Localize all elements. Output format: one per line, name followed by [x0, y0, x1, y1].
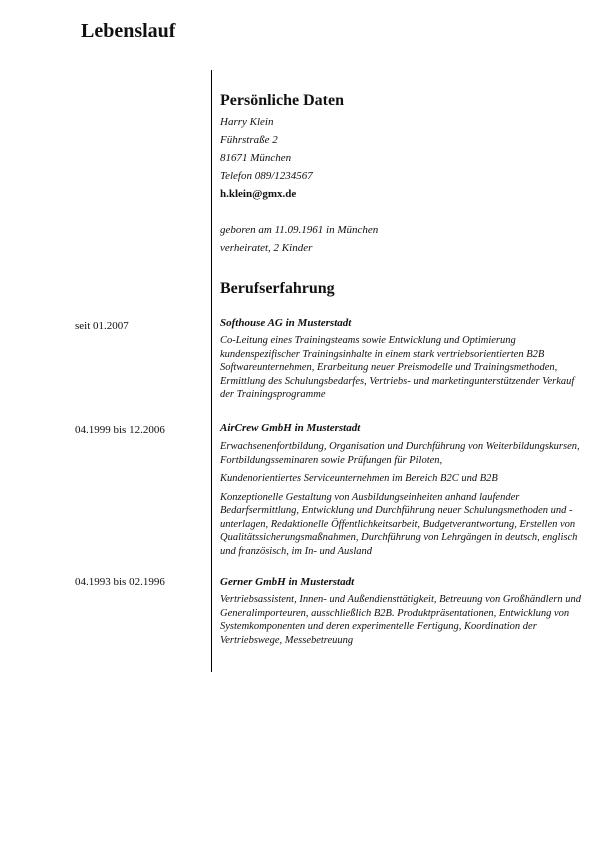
entry-description: [220, 334, 590, 407]
entry-date: 04.1999 bis 12.2006: [75, 424, 165, 436]
page-title: Lebenslauf: [81, 20, 176, 42]
personal-birth: geboren am 11.09.1961 in München: [220, 224, 379, 236]
entry-paragraph: Vertriebsassistent, Innen- und Außendiensttätigkeit, Betreuung von Großhändlern und Generalimporteuren, ausschließlich B2B. Produktpräsentationen, Entwicklung von Systemkomponenten und deren experimentelle Fertigung, Koordination der Vertriebswege, Messebetreuung: [220, 594, 581, 646]
entry-company: AirCrew GmbH in Musterstadt: [220, 422, 361, 434]
entry-date: 04.1993 bis 02.1996: [75, 576, 165, 588]
entry-paragraph: Erwachsenenfortbildung, Organisation und Durchführung von Weiterbildungskursen, Fortbildungsseminaren sowie Prüfungen für Piloten,: [220, 441, 580, 466]
entry-description: [220, 593, 590, 652]
personal-street: Führstraße 2: [220, 134, 278, 146]
personal-city: 81671 München: [220, 152, 292, 164]
entry-paragraph: Co-Leitung eines Trainingsteams sowie Entwicklung und Optimierung kundenspezifischer Trainingsinhalte in einem stark vertriebsorientierten B2B Softwareunternehmen, Erarbeitung neuer Preismodelle und Trainingsmethoden, Ermittlung des Schulungsbedarfes, Vertriebs- und marketingunterstützender Verkauf der Trainingsprogramme: [220, 335, 575, 400]
personal-email: h.klein@gmx.de: [220, 188, 297, 200]
personal-family: verheiratet, 2 Kinder: [220, 242, 313, 254]
section-heading-experience: Berufserfahrung: [220, 280, 335, 297]
personal-name: Harry Klein: [220, 116, 274, 128]
entry-description: [220, 440, 590, 563]
entry-paragraph: Konzeptionelle Gestaltung von Ausbildungseinheiten anhand laufender Bedarfsermittlung, Entwicklung und Durchführung neuer Schulungsmethoden und -unterlagen, Redaktionelle Öffentlichkeitsarbeit, Budgetverantwortung, Erstellen von Qualitätssicherungsmaßnahmen, Durchführung von Lehrgängen in deutsch, englisch und französisch, im In- und Ausland: [220, 491, 578, 557]
section-heading-personal: Persönliche Daten: [220, 92, 344, 109]
personal-phone: Telefon 089/1234567: [220, 170, 313, 182]
entry-company: Gerner GmbH in Musterstadt: [220, 576, 355, 588]
entry-company: Softhouse AG in Musterstadt: [220, 317, 352, 329]
entry-paragraph: Kundenorientiertes Serviceunternehmen im Bereich B2C und B2B: [220, 473, 498, 484]
entry-date: seit 01.2007: [75, 320, 129, 332]
vertical-divider: [211, 70, 212, 672]
